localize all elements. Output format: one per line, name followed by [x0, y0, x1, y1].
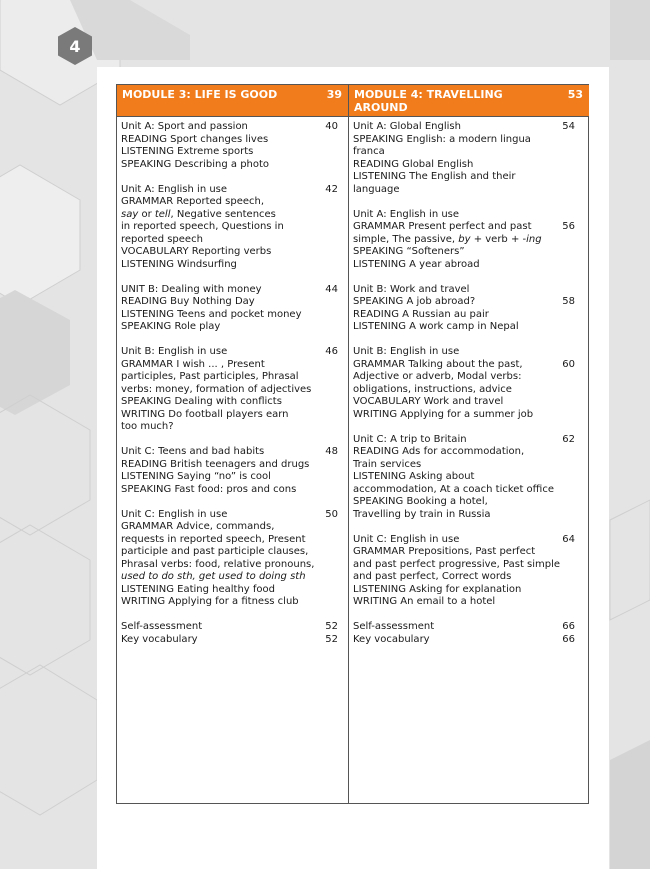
entry-line: obligations, instructions, advice	[353, 383, 512, 395]
toc-line	[349, 234, 589, 247]
page-number-badge	[57, 27, 93, 65]
entry-line: accommodation, At a coach ticket office	[353, 483, 554, 495]
module-4-page: 53	[567, 88, 583, 101]
entry-line: Phrasal verbs: food, relative pronouns,	[121, 558, 315, 570]
module-4-title-line1: MODULE 4: TRAVELLING	[354, 88, 503, 101]
toc-line	[349, 146, 589, 159]
contents-table	[116, 84, 589, 804]
toc-line	[349, 584, 589, 597]
entry-line	[349, 334, 589, 347]
page-number: 4	[69, 36, 81, 56]
entry-line: GRAMMAR Advice, commands,	[121, 521, 275, 532]
toc-line	[349, 546, 589, 559]
entry-line: SPEAKING Role play	[121, 321, 221, 332]
entry-page: 52	[325, 633, 338, 645]
entry-line: Unit C: English in use	[353, 533, 460, 545]
entry-line: Unit A: Sport and passion	[121, 121, 248, 132]
toc-line	[349, 246, 589, 259]
entry-line	[349, 521, 589, 534]
toc-line	[349, 334, 589, 347]
entry-page: 42	[325, 183, 338, 195]
entry-line: GRAMMAR I wish ... , Present	[121, 358, 265, 370]
entry-line: too much?	[121, 421, 174, 432]
toc-line	[349, 571, 589, 584]
toc-line	[349, 534, 589, 547]
toc-entry	[117, 446, 348, 496]
entry-line: READING Global English	[353, 158, 474, 170]
entry-line: GRAMMAR Prepositions, Past perfect	[353, 546, 536, 557]
entry-line	[349, 271, 589, 284]
module-3-column	[117, 85, 348, 803]
module-4-title-line2: AROUND	[354, 100, 408, 114]
entry-page: 56	[562, 221, 575, 232]
entry-page: 40	[325, 121, 338, 132]
entry-line: VOCABULARY Work and travel	[353, 396, 504, 407]
toc-line	[349, 471, 589, 484]
entry-page: 50	[325, 508, 338, 520]
toc-line	[349, 609, 589, 622]
entry-line: LISTENING Teens and pocket money	[121, 308, 302, 320]
module-3-title: MODULE 3: LIFE IS GOOD	[122, 88, 278, 101]
toc-entry	[117, 509, 348, 609]
italic-term: ing	[526, 233, 542, 245]
entry-line: Key vocabulary	[353, 633, 430, 645]
entry-line	[349, 609, 589, 622]
entry-line: Unit C: English in use	[121, 508, 228, 520]
entry-line: Unit B: English in use	[353, 346, 460, 357]
toc-line	[349, 509, 589, 522]
module-4-entries	[349, 117, 589, 646]
entry-line: READING Buy Nothing Day	[121, 296, 255, 307]
toc-line	[349, 121, 589, 134]
entry-line: READING British teenagers and drugs	[121, 458, 310, 470]
entry-line: participle and past participle clauses,	[121, 546, 309, 557]
entry-line: Unit B: Work and travel	[353, 283, 470, 295]
entry-line: Unit A: English in use	[121, 183, 228, 195]
toc-line	[349, 559, 589, 572]
entry-line: Unit C: Teens and bad habits	[121, 446, 265, 457]
toc-line	[349, 434, 589, 447]
entry-line: Unit B: English in use	[121, 346, 228, 357]
entry-line: Unit A: English in use	[353, 208, 460, 220]
entry-line: LISTENING Saying “no” is cool	[121, 471, 271, 482]
entry-page: 62	[562, 433, 575, 445]
toc-line	[349, 484, 589, 497]
entry-line: READING Sport changes lives	[121, 133, 269, 145]
toc-line	[349, 446, 589, 459]
toc-line	[349, 321, 589, 334]
toc-line	[349, 159, 589, 172]
toc-entry	[117, 184, 348, 272]
entry-line: READING Ads for accommodation,	[353, 446, 525, 457]
entry-line: SPEAKING A job abroad?	[353, 296, 476, 307]
entry-line: reported speech	[121, 233, 203, 245]
toc-line	[349, 421, 589, 434]
entry-page: 44	[325, 283, 338, 295]
entry-line: SPEAKING Describing a photo	[121, 158, 270, 170]
entry-line: LISTENING A work camp in Nepal	[353, 321, 519, 332]
entry-line: Unit C: A trip to Britain	[353, 433, 467, 445]
toc-line	[349, 221, 589, 234]
toc-line	[349, 396, 589, 409]
entry-line: GRAMMAR Reported speech,	[121, 196, 265, 207]
entry-line: Adjective or adverb, Modal verbs:	[353, 371, 522, 382]
toc-footer	[117, 621, 348, 646]
toc-entry	[117, 346, 348, 434]
entry-page: 66	[562, 633, 575, 645]
entry-line: Self-assessment	[121, 621, 203, 632]
entry-page: 54	[562, 121, 575, 132]
entry-line: WRITING Do football players earn	[121, 408, 289, 420]
entry-line: Unit A: Global English	[353, 121, 461, 132]
entry-line: verbs: money, formation of adjectives	[121, 383, 312, 395]
entry-line: in reported speech, Questions in	[121, 221, 284, 232]
entry-line: LISTENING Extreme sports	[121, 146, 254, 157]
entry-line: LISTENING Asking about	[353, 471, 475, 482]
toc-line	[349, 371, 589, 384]
toc-line	[349, 409, 589, 422]
toc-line	[349, 521, 589, 534]
entry-line: LISTENING Eating healthy food	[121, 583, 275, 595]
toc-line	[349, 184, 589, 197]
entry-page: 52	[325, 621, 338, 632]
toc-line	[349, 196, 589, 209]
entry-line: LISTENING Windsurfing	[121, 258, 237, 270]
entry-line: Travelling by train in Russia	[353, 508, 491, 520]
entry-line	[349, 421, 589, 434]
entry-line: LISTENING A year abroad	[353, 258, 480, 270]
entry-line: SPEAKING Booking a hotel,	[353, 496, 488, 507]
entry-page: 46	[325, 346, 338, 357]
entry-line: VOCABULARY Reporting verbs	[121, 246, 272, 257]
entry-line: and past perfect progressive, Past simple	[353, 558, 561, 570]
entry-line: participles, Past participles, Phrasal	[121, 371, 299, 382]
italic-term: by	[458, 233, 471, 245]
toc-entry	[117, 284, 348, 334]
entry-line: WRITING Applying for a fitness club	[121, 596, 299, 607]
entry-line: SPEAKING English: a modern lingua	[353, 133, 531, 145]
entry-line: requests in reported speech, Present	[121, 533, 306, 545]
entry-line: SPEAKING Dealing with conflicts	[121, 396, 282, 407]
toc-line	[349, 596, 589, 609]
toc-line	[349, 359, 589, 372]
module-4-heading	[349, 85, 589, 117]
toc-line	[349, 284, 589, 297]
entry-line: Self-assessment	[353, 621, 435, 632]
toc-line	[349, 621, 589, 634]
module-3-heading	[117, 85, 348, 117]
italic-term: say	[121, 208, 139, 220]
toc-line	[349, 271, 589, 284]
entry-line: GRAMMAR Talking about the past,	[353, 358, 523, 370]
entry-line: simple, The passive, by + verb + -ing	[353, 233, 542, 245]
toc-line	[349, 171, 589, 184]
toc-line	[349, 296, 589, 309]
module-3-page: 39	[326, 88, 342, 101]
toc-line	[349, 384, 589, 397]
entry-page: 64	[562, 533, 575, 545]
entry-line: say or tell, Negative sentences	[121, 208, 276, 220]
entry-line: SPEAKING Fast food: pros and cons	[121, 483, 297, 495]
entry-line: LISTENING Asking for explanation	[353, 583, 522, 595]
toc-entry	[117, 121, 348, 171]
italic-term: used to do sth, get used to doing sth	[121, 571, 306, 582]
entry-line: GRAMMAR Present perfect and past	[353, 221, 532, 232]
toc-line	[349, 259, 589, 272]
entry-line: UNIT B: Dealing with money	[121, 283, 262, 295]
entry-line: READING A Russian au pair	[353, 308, 489, 320]
entry-line: franca	[353, 146, 385, 157]
toc-line	[349, 634, 589, 647]
entry-page: 48	[325, 446, 338, 457]
entry-line: Key vocabulary	[121, 633, 198, 645]
entry-line: and past perfect, Correct words	[353, 571, 512, 582]
entry-page: 58	[562, 296, 575, 307]
entry-line: WRITING An email to a hotel	[353, 596, 496, 607]
entry-line: language	[353, 183, 400, 195]
toc-line	[349, 346, 589, 359]
entry-line	[349, 196, 589, 209]
entry-line: Train services	[353, 458, 422, 470]
toc-line	[349, 459, 589, 472]
entry-page: 60	[562, 358, 575, 370]
entry-line: WRITING Applying for a summer job	[353, 408, 534, 420]
italic-term: tell	[154, 208, 171, 220]
entry-line: LISTENING The English and their	[353, 171, 516, 182]
entry-line: SPEAKING “Softeners”	[353, 246, 465, 257]
toc-line	[349, 496, 589, 509]
entry-page: 66	[562, 621, 575, 632]
module-4-column	[348, 85, 589, 803]
toc-line	[349, 134, 589, 147]
toc-line	[349, 309, 589, 322]
toc-line	[349, 209, 589, 222]
entry-line	[117, 571, 348, 584]
